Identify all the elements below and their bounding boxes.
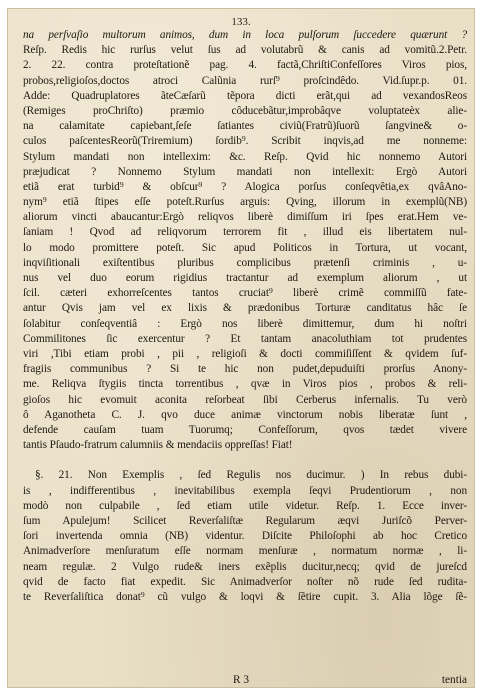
text-line: nus vel duo eorum rigidius tractantur ad exemplum aliorum , ut <box>23 272 467 284</box>
text-line: 2. 22. contra proteſtationẽ pag. 4. factã,ChriſtiConfeſſores Viros pios, <box>23 59 467 72</box>
text-line: §. 21. Non Exemplis , ſed Regulis nos ducimur. ) In rebus dubi- <box>35 469 467 482</box>
text-line: præjudicat ? Nonnemo Stylum mandati non intellexit: Ergò Autori <box>23 165 467 178</box>
text-line: inqviſitionali exiſtentibus pluribus complicibus prætenſi criminis , u- <box>23 256 467 269</box>
text-line: nym⁹ etiã ſtipes eſſe poteſt.Rurſus arguis: Qving, illorum in exemplũ(NB) <box>23 196 467 209</box>
text-line: ſolabitur conſeqventiâ : Ergò nos liberè dimittemur, dum hi noſtri <box>23 317 467 330</box>
text-line: qvid de facto fiat expedit. Sic Animadverſor noſter nõ rude ſed rudita- <box>23 575 467 588</box>
body-text <box>23 28 467 605</box>
signature-mark: R 3 <box>233 674 250 686</box>
page-number: 133. <box>231 16 251 28</box>
text-line: neam regulæ. 2 Vulgo rude& iners exẽplis ducitur,necq; qvid de jureſcd <box>23 560 467 573</box>
text-line: tantis Pſaudo-fratrum calumniis & mendaciis oppreſſas! Fiat! <box>23 439 293 452</box>
text-line: Stylum mandati non intellexim: &c. Reſp. Qvid hic nonnemo Autori <box>23 150 467 163</box>
text-line: is , indifferentibus , inevitabilibus exempla ſeqvi Prudentiorum , non <box>23 484 467 497</box>
text-line: aliorum vincti abaucantur:Ergò reliqvos liberè dimiſſum iri ſpes erat.Hem ve- <box>23 211 467 224</box>
text-line: (Remiges proChriſto) præmio côducebãtur,improbâqve voluptateèx alie- <box>23 104 467 117</box>
text-line: fragiis communibus ? Si te hic non pudet,depuduiſti prorſus Anony- <box>23 363 467 376</box>
text-line: antur Qvis jam vel ex lixis & prædonibus Torturæ canditatus hâc ſe <box>23 302 467 315</box>
text-line: defende cauſam tuam Tuorumq; Confeſſorum, qvos tædet vivere <box>23 423 467 436</box>
text-line: gioſos hic evomuit aconita reſorbeat ſibi Cerberus infernalis. Tu verò <box>23 393 467 406</box>
catchword: tentia <box>441 674 467 686</box>
text-line: viri ,Tibi etiam probi , pii , religioſi & docti commiſiſſent & qvidem ſuf- <box>23 347 467 360</box>
text-line: te Reverſaliſtica donat⁹ cũ vulgo & loqvi & ſẽtire cupit. 3. Alia lõge ſẽ- <box>23 590 467 603</box>
book-page <box>7 8 475 688</box>
text-line: ô Aganotheta C. J. qvo duce animæ vinctorum nobis liberatæ ſunt , <box>23 408 467 421</box>
text-line: Reſp. Redis hic rurſus velut ſus ad volutabrũ & canis ad vomitũ.2.Petr. <box>23 44 467 57</box>
text-line: me. Reliqva ſtygiis tincta torrentibus , qvæ in Viros pios , probos & reli- <box>23 378 467 391</box>
text-line: culos paſcentesReorũ(Triremium) ſordib⁹. Scribit inqvis,ad me nonneme: <box>23 135 467 148</box>
text-line: na perſvaſio multorum animos, dum in loca pulſorum ſuccedere quærunt ? <box>23 29 467 41</box>
text-line: lo modo promittere poteſt. Sic apud Politicos in Tortura, ut vocant, <box>23 241 467 254</box>
text-line: ſaniam ! Qvod ad reliqvorum terrorem fit , illud eis libertatem nul- <box>23 226 467 239</box>
text-line <box>23 453 467 468</box>
text-line: Commilitones ſic exercentur ? Et tantam anacoluthiam tot prudentes <box>23 332 467 345</box>
text-line: Animadverſore menſuratum eſſe normam menſuræ , normatum normæ , li- <box>23 545 467 558</box>
text-line: modò non culpabile , ſed etiam utile videtur. Reſp. 1. Ecce inver- <box>23 499 467 512</box>
text-line: Adde: Quadruplatores ãteCæſarũ tẽpora dicti erãt,qui ad vexandosReos <box>23 89 467 102</box>
text-line: ſcil. cæteri exhorreſcentes tantos cruciat⁹ liberè crimẽ commiſſũ fate- <box>23 287 467 300</box>
text-line: na calamitate capiebant,ſeſe ſatiantes civiũ(Fratrũ)ſuorũ ſangvine& o- <box>23 120 467 133</box>
page-footer <box>23 674 467 688</box>
text-line: etiã erat turbid⁹ & obſcur⁹ ? Alogica porſus conſeqvêtia,ex qvâAno- <box>23 180 467 193</box>
text-line: ſum Apulejum! Scilicet Reverſaliſtæ Regularum æqvi Juriſcõ Perver- <box>23 515 467 527</box>
text-line: probos,religioſos,doctos atroci Calũnia rurſ⁹ proſcindêdo. Vid.ſupr.p. 01. <box>23 74 467 87</box>
text-line: ſori invertenda omnia (NB) videntur. Diſcite Philoſophi ab hoc Cretico <box>23 530 467 543</box>
